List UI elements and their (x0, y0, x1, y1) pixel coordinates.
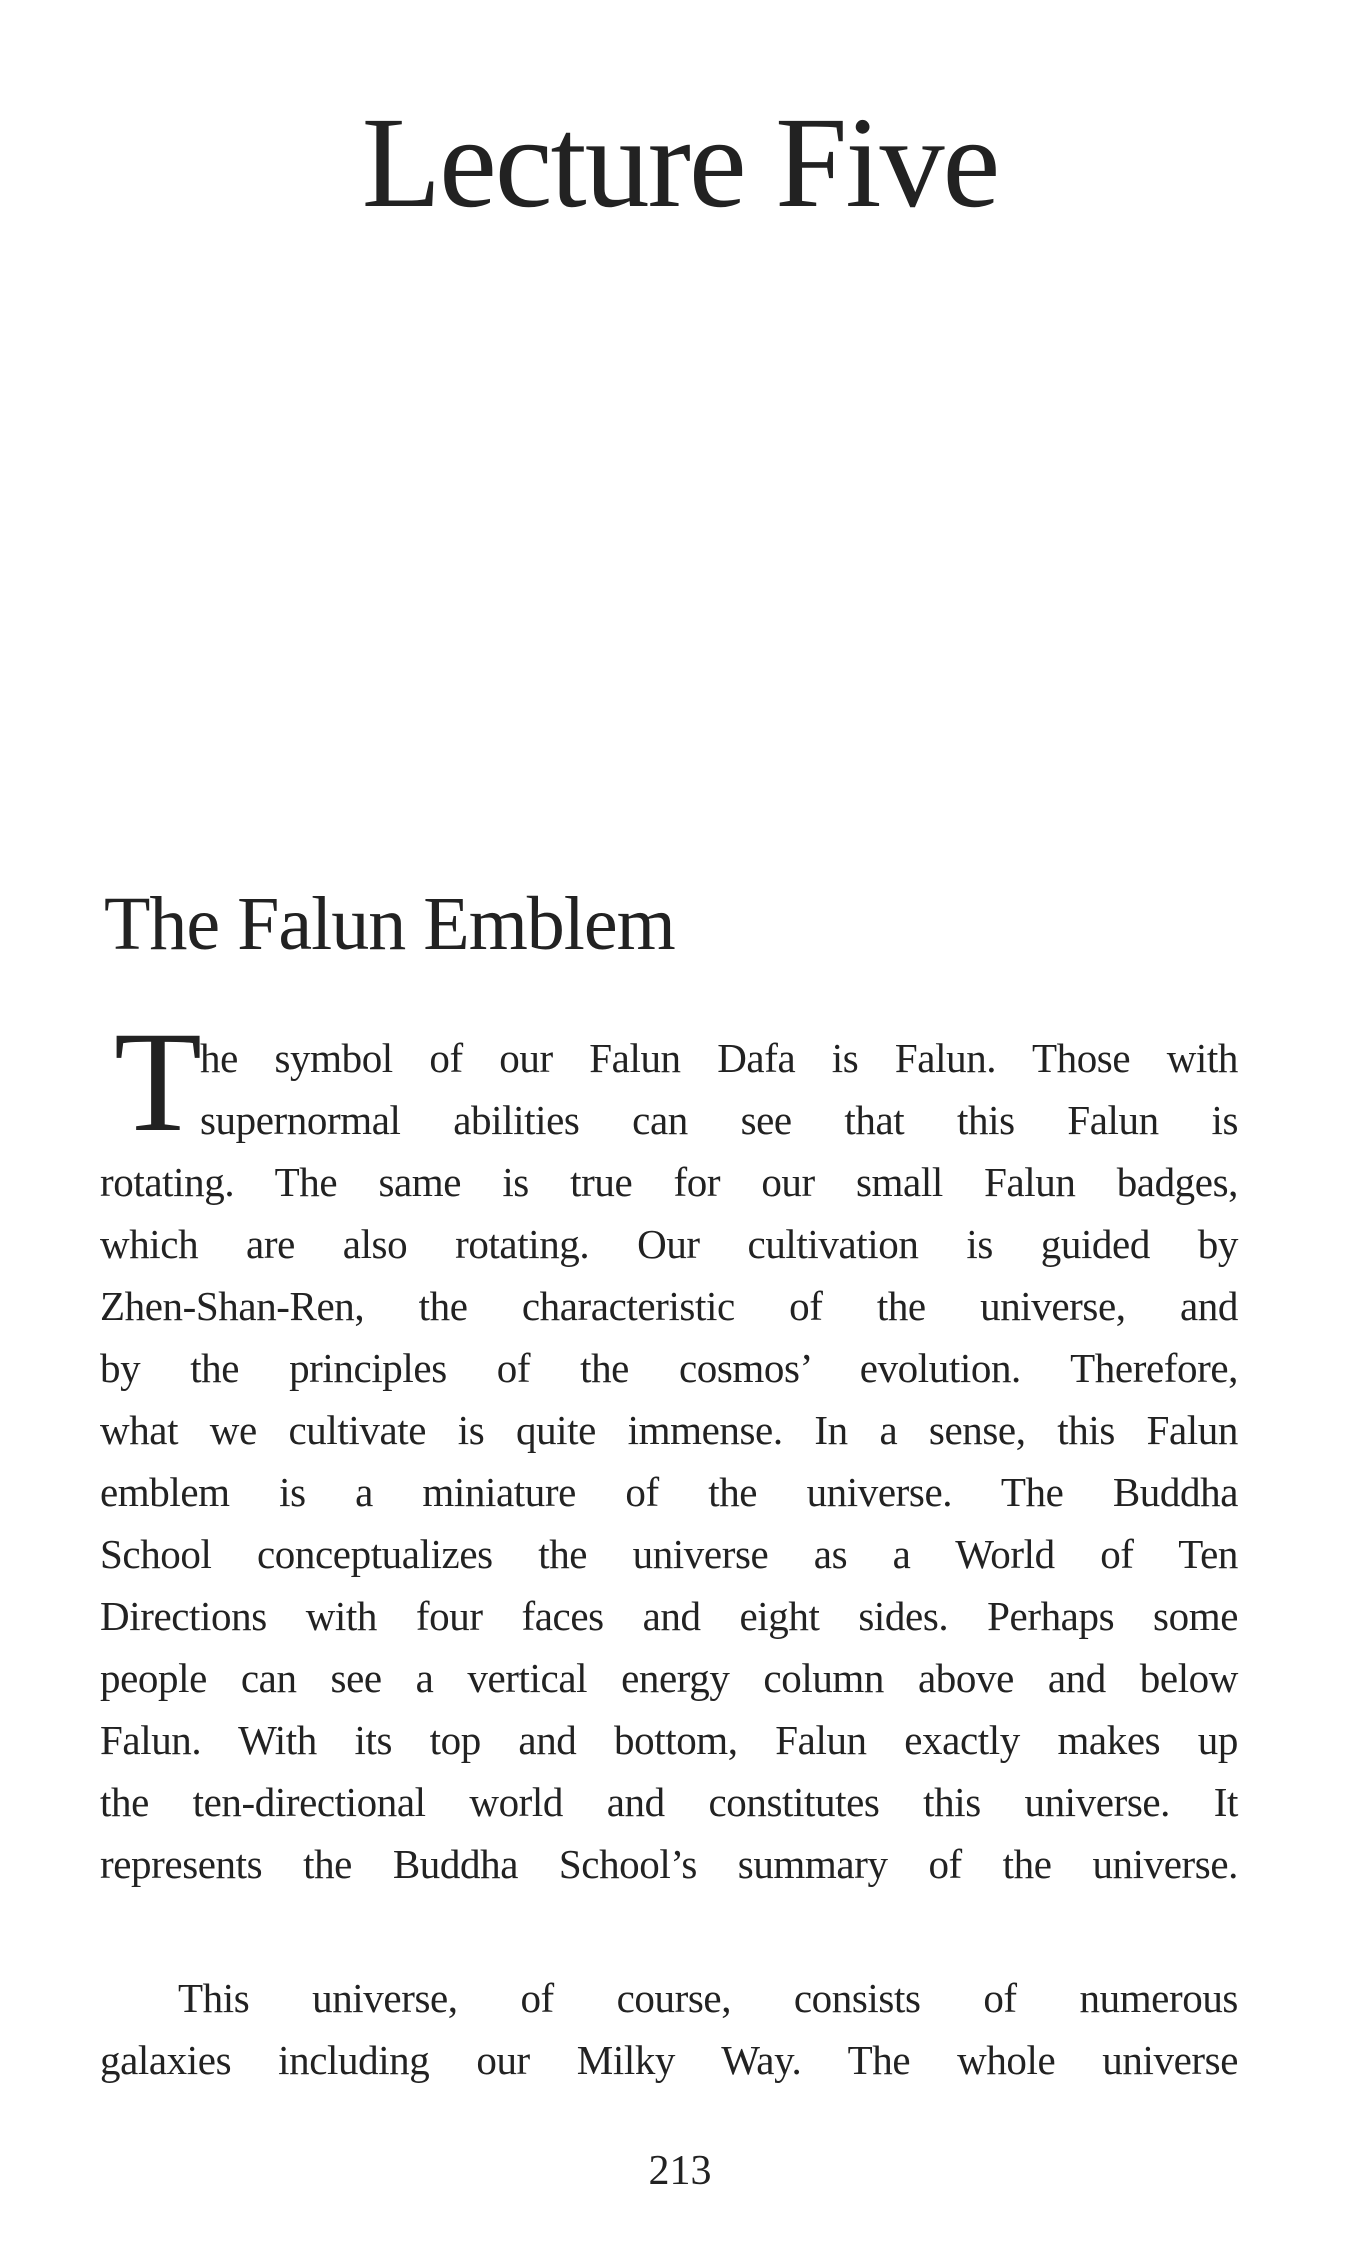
text-line: what we cultivate is quite immense. In a sense, this Falun (100, 1407, 1238, 1453)
text-line: emblem is a miniature of the universe. The Buddha (100, 1469, 1238, 1515)
text-line: This universe, of course, consists of numerous (178, 1975, 1238, 2021)
text-line: Zhen-Shan-Ren, the characteristic of the universe, and (100, 1283, 1238, 1329)
text-line: Falun. With its top and bottom, Falun exactly makes up (100, 1717, 1238, 1763)
text-line: he symbol of our Falun Dafa is Falun. Those with (200, 1035, 1238, 1081)
text-line: which are also rotating. Our cultivation is guided by (100, 1221, 1238, 1267)
text-line: rotating. The same is true for our small Falun badges, (100, 1159, 1238, 1205)
body-text (100, 1003, 1238, 2091)
paragraph (100, 1003, 1238, 1895)
text-line: the ten-directional world and constitutes this universe. It (100, 1779, 1238, 1825)
text-line: by the principles of the cosmos’ evolution. Therefore, (100, 1345, 1238, 1391)
paragraph (100, 1967, 1238, 2091)
text-line: Directions with four faces and eight sides. Perhaps some (100, 1593, 1238, 1639)
text-line: represents the Buddha School’s summary of the universe. (100, 1841, 1238, 1887)
text-line: people can see a vertical energy column above and below (100, 1655, 1238, 1701)
text-line: supernormal abilities can see that this Falun is (200, 1097, 1238, 1143)
page-number: 213 (648, 2148, 712, 2194)
text-line: galaxies including our Milky Way. The whole universe (100, 2037, 1238, 2083)
drop-cap: T (114, 1003, 202, 1162)
section-heading: The Falun Emblem (104, 882, 675, 966)
text-line: School conceptualizes the universe as a World of Ten (100, 1531, 1238, 1577)
chapter-title: Lecture Five (361, 91, 999, 235)
